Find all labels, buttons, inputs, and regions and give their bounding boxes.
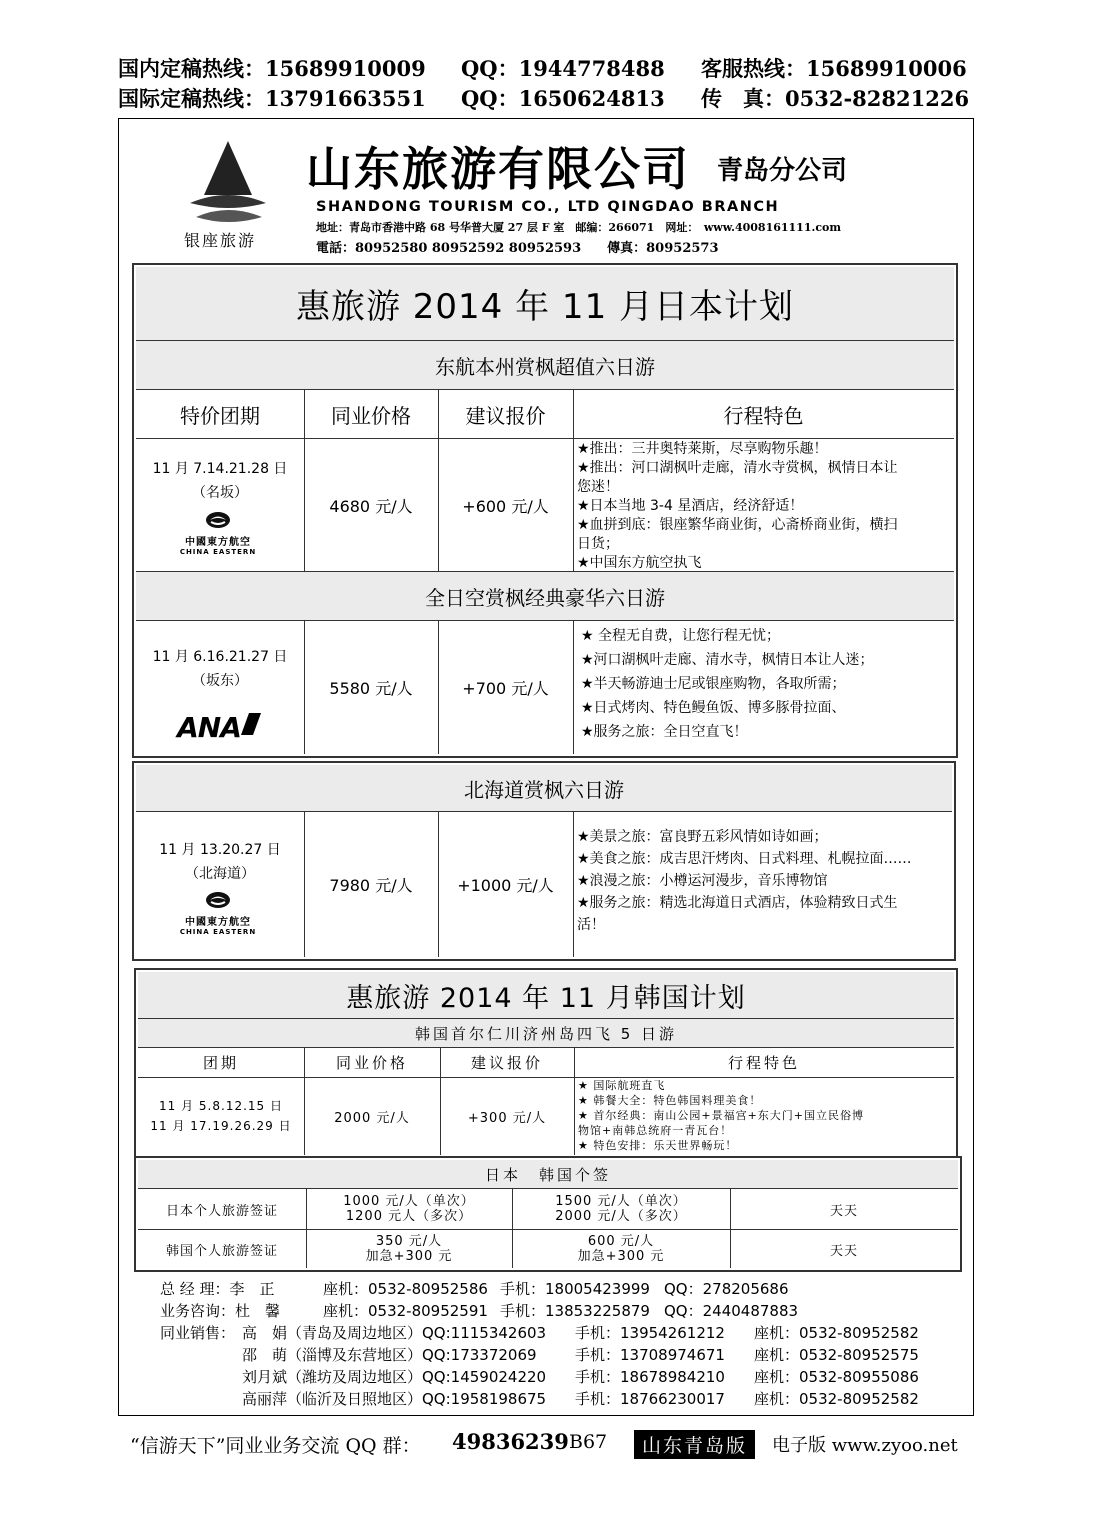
korea-date-block <box>138 1096 304 1136</box>
divider <box>304 1047 305 1155</box>
feature-line: ★日式烤肉、特色鳗鱼饭、博多豚骨拉面、 <box>581 700 846 716</box>
tour-2-date-block <box>136 645 304 693</box>
tour-2-suggest: +700 元/人 <box>462 678 549 698</box>
contact-qq: QQ：278205686 <box>664 1280 789 1298</box>
tour-1-features <box>577 440 952 573</box>
intl-qq: QQ：1650624813 <box>461 86 665 111</box>
tour-3-date-block <box>136 838 304 886</box>
sales-name: 高丽萍（临沂及日照地区）QQ:1958198675 <box>242 1390 547 1408</box>
visa-price-line: 2000 元/人（多次） <box>555 1209 687 1224</box>
domestic-qq: QQ：1944778488 <box>461 56 665 81</box>
sales-phone: 座机：0532-80952582 <box>754 1324 919 1342</box>
visa-price-line: 1000 元/人（单次） <box>343 1194 475 1209</box>
footer-text: “信游天下”同业业务交流 QQ 群： <box>130 1435 421 1457</box>
tour-1-airline: 中國東方航空 <box>185 537 251 548</box>
ana-stripe-icon <box>241 711 263 737</box>
tour-3-airline-logo <box>160 891 276 936</box>
sales-mobile: 手机：18766230017 <box>575 1390 725 1408</box>
logo-text: 银座旅游 <box>184 231 257 250</box>
divider <box>730 1188 731 1268</box>
feature-line: ★推出：河口湖枫叶走廊，清水寺赏枫，枫情日本让 <box>577 460 898 476</box>
header-price: 同业价格 <box>331 403 411 428</box>
feature-line: ★中国东方航空执飞 <box>577 555 702 571</box>
feature-line: ★美景之旅：富良野五彩风情如诗如画； <box>577 829 828 845</box>
contact-role: 业务咨询：杜 馨 <box>160 1302 281 1320</box>
tour-1-airline-en: CHINA EASTERN <box>179 548 257 556</box>
divider <box>440 1047 441 1155</box>
divider <box>573 390 574 571</box>
feature-line: 活！ <box>577 917 605 933</box>
tour-1-airline-logo <box>160 511 276 556</box>
contact-mobile: 手机：18005423999 <box>500 1280 650 1298</box>
visa-price-line: 1200 元人（多次） <box>345 1209 473 1224</box>
japan-title: 惠旅游 2014 年 11 月日本计划 <box>295 287 795 327</box>
visa-price-line: 350 元/人 <box>375 1234 443 1249</box>
feature-line: 日货； <box>577 536 619 552</box>
feature-line: ★血拼到底：银座繁华商业街，心斋桥商业街，横扫 <box>577 517 898 533</box>
feature-line: ★推出：三井奥特莱斯，尽享购物乐趣！ <box>577 441 828 457</box>
tour-2-dates: 11 月 6.16.21.27 日 <box>152 649 288 665</box>
footer-site: 电子版 www.zyoo.net <box>772 1435 958 1456</box>
tour-2-name: 全日空赏枫经典豪华六日游 <box>136 572 954 620</box>
feature-line: ★ 首尔经典：南山公园+景福宫+东大门+国立民俗博 <box>578 1109 865 1122</box>
korea-header-features: 行程特色 <box>727 1054 800 1072</box>
feature-line: ★ 特色安排：乐天世界畅玩！ <box>578 1139 738 1152</box>
sales-name: 高 娟（青岛及周边地区）QQ:1115342603 <box>242 1324 547 1342</box>
company-address: 地址：青岛市香港中路 68 号华普大厦 27 层 F 室 邮编：266071 网址： www.4008161111.com <box>316 221 841 234</box>
sales-mobile: 手机：13708974671 <box>575 1346 725 1364</box>
domestic-hotline: 国内定稿热线：15689910009 <box>118 56 426 81</box>
korea-header-dates: 团期 <box>202 1054 239 1072</box>
sales-name: 邵 萌（淄博及东营地区）QQ:173372069 <box>242 1346 537 1364</box>
divider <box>438 620 439 754</box>
contact-qq: QQ：2440487883 <box>664 1302 799 1320</box>
company-phone: 電話：80952580 80952592 80952593 傳真：80952573 <box>316 241 719 256</box>
divider <box>304 811 305 957</box>
sales-mobile: 手机：18678984210 <box>575 1368 725 1386</box>
tour-1-name: 东航本州赏枫超值六日游 <box>136 341 954 389</box>
contact-phone: 座机：0532-80952586 <box>323 1280 488 1298</box>
korea-tour-name: 韩国首尔仁川济州岛四飞 5 日游 <box>138 1019 954 1047</box>
visa-row-2-price <box>306 1230 512 1268</box>
korea-dates-1: 11 月 5.8.12.15 日 <box>159 1099 283 1113</box>
tour-2-price: 5580 元/人 <box>329 678 413 698</box>
divider <box>438 811 439 957</box>
feature-line: ★ 韩餐大全：特色韩国料理美食！ <box>578 1094 762 1107</box>
tour-1-price: 4680 元/人 <box>329 496 413 516</box>
feature-line: ★浪漫之旅：小樽运河漫步，音乐博物馆 <box>577 873 828 889</box>
divider <box>512 1188 513 1268</box>
fax-line: 传 真：0532-82821226 <box>701 86 970 111</box>
service-hotline: 客服热线：15689910006 <box>701 56 967 81</box>
korea-suggest: +300 元/人 <box>467 1110 547 1126</box>
tour-2-airline: ANA <box>177 711 241 744</box>
tour-1-suggest: +600 元/人 <box>462 496 549 516</box>
footer-qq-group: 49836239 <box>452 1429 569 1454</box>
sales-mobile: 手机：13954261212 <box>575 1324 725 1342</box>
divider <box>573 620 574 754</box>
feature-line: ★ 国际航班直飞 <box>578 1079 666 1092</box>
tour-2-features <box>581 624 951 744</box>
tour-2-airline-logo <box>170 711 270 744</box>
visa-price-line: 加急+300 元 <box>577 1249 665 1264</box>
korea-features <box>578 1078 952 1153</box>
visa-title: 日本 韩国个签 <box>138 1160 958 1188</box>
visa-row-1-name: 日本个人旅游签证 <box>165 1203 278 1219</box>
feature-line: ★河口湖枫叶走廊、清水寺，枫情日本让人迷； <box>581 652 874 668</box>
korea-price: 2000 元/人 <box>334 1110 410 1126</box>
intl-hotline: 国际定稿热线：13791663551 <box>118 86 426 111</box>
header-features: 行程特色 <box>723 403 804 428</box>
visa-row-1-price <box>306 1189 512 1229</box>
visa-price-line: 加急+300 元 <box>365 1249 453 1264</box>
korea-dates-2: 11 月 17.19.26.29 日 <box>150 1119 292 1133</box>
visa-row-2-freq: 天天 <box>829 1243 858 1259</box>
divider <box>304 390 305 571</box>
company-branch: 青岛分公司 <box>717 156 848 186</box>
tour-3-name: 北海道赏枫六日游 <box>136 765 952 811</box>
visa-row-2-suggest <box>512 1230 730 1268</box>
feature-line: ★ 全程无自费，让您行程无忧； <box>581 628 781 644</box>
visa-row-1-suggest <box>512 1189 730 1229</box>
tour-3-suggest: +1000 元/人 <box>457 876 554 895</box>
company-name-en: SHANDONG TOURISM CO., LTD QINGDAO BRANCH <box>316 199 780 215</box>
visa-price-line: 600 元/人 <box>587 1234 655 1249</box>
header-suggest: 建议报价 <box>465 403 546 428</box>
divider <box>438 390 439 571</box>
tour-1-route: （名坂） <box>192 485 248 501</box>
divider <box>304 620 305 754</box>
company-name: 山东旅游有限公司 <box>306 142 690 196</box>
sales-phone: 座机：0532-80952582 <box>754 1390 919 1408</box>
korea-title: 惠旅游 2014 年 11 月韩国计划 <box>346 982 746 1014</box>
tour-3-airline: 中國東方航空 <box>185 917 251 928</box>
tour-3-price: 7980 元/人 <box>329 876 413 895</box>
contact-phone: 座机：0532-80952591 <box>323 1302 488 1320</box>
feature-line: 您迷！ <box>577 479 619 495</box>
visa-row-2-name: 韩国个人旅游签证 <box>165 1243 278 1259</box>
korea-header-price: 同业价格 <box>335 1054 408 1072</box>
feature-line: ★半天畅游迪士尼或银座购物，各取所需； <box>581 676 846 692</box>
tour-1-dates: 11 月 7.14.21.28 日 <box>152 461 288 477</box>
footer-page: B67 <box>569 1431 608 1453</box>
tour-3-airline-en: CHINA EASTERN <box>179 928 257 936</box>
feature-line: ★服务之旅：全日空直飞！ <box>581 724 748 740</box>
contact-mobile: 手机：13853225879 <box>500 1302 650 1320</box>
sales-label: 同业销售： <box>160 1324 236 1342</box>
tour-3-features <box>577 826 951 936</box>
divider <box>574 1047 575 1155</box>
sales-phone: 座机：0532-80955086 <box>754 1368 919 1386</box>
tour-1-date-block <box>136 457 304 505</box>
feature-line: 物馆+南韩总统府一青瓦台！ <box>578 1124 733 1137</box>
feature-line: ★服务之旅：精选北海道日式酒店，体验精致日式生 <box>577 895 898 911</box>
feature-line: ★美食之旅：成吉思汗烤肉、日式料理、札幌拉面…… <box>577 851 912 867</box>
sales-name: 刘月斌（潍坊及周边地区）QQ:1459024220 <box>242 1368 547 1386</box>
tour-3-route: （北海道） <box>185 866 255 882</box>
header-dates: 特价团期 <box>180 403 260 428</box>
contact-role: 总 经 理：李 正 <box>160 1280 275 1298</box>
visa-row-1-freq: 天天 <box>829 1203 858 1219</box>
feature-line: ★日本当地 3-4 星酒店，经济舒适！ <box>577 498 804 514</box>
tour-3-dates: 11 月 13.20.27 日 <box>159 842 281 858</box>
divider <box>573 811 574 957</box>
visa-price-line: 1500 元/人（单次） <box>555 1194 687 1209</box>
divider <box>306 1188 307 1268</box>
tour-2-route: （坂东） <box>192 673 248 689</box>
korea-header-suggest: 建议报价 <box>470 1054 543 1072</box>
china-eastern-icon <box>205 511 231 529</box>
china-eastern-icon <box>205 891 231 909</box>
sales-phone: 座机：0532-80952575 <box>754 1346 919 1364</box>
footer-badge: 山东青岛版 <box>634 1430 755 1459</box>
